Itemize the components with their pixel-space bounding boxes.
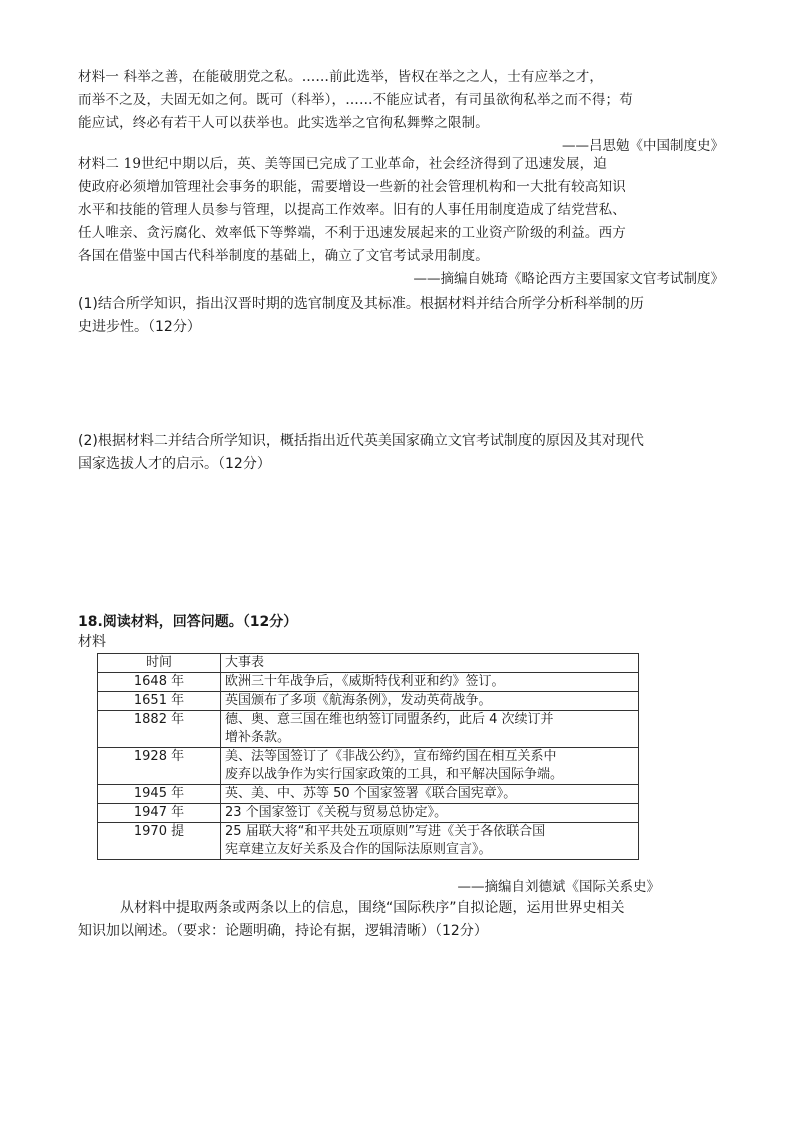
table-row xyxy=(98,804,639,823)
event-year: 1648 年 xyxy=(98,673,221,692)
question1-line: 史进步性。（12分） xyxy=(78,319,201,335)
event-line: 德、奥、意三国在维也纳签订同盟条约，此后 4 次续订并 xyxy=(225,712,554,727)
material-label: 材料 xyxy=(78,634,106,650)
event-description xyxy=(221,673,639,692)
material2-line: 任人唯亲、贪污腐化、效率低下等弊端，不利于迅速发展起来的工业资产阶级的利益。西方 xyxy=(78,225,626,241)
event-line: 废弃以战争作为实行国家政策的工具，和平解决国际争端。 xyxy=(225,767,564,782)
table-row xyxy=(98,692,639,711)
event-description xyxy=(221,804,639,823)
event-description xyxy=(221,748,639,785)
table-header-events: 大事表 xyxy=(221,654,639,673)
question2-line: (2)根据材料二并结合所学知识，概括指出近代英美国家确立文官考试制度的原因及其对现代 xyxy=(78,433,644,449)
event-year: 1882 年 xyxy=(98,711,221,748)
table-row xyxy=(98,748,639,785)
material2-source: ——摘编自姚琦《略论西方主要国家文官考试制度》 xyxy=(413,271,724,287)
material1-source: ——吕思勉《中国制度史》 xyxy=(562,138,724,154)
event-description xyxy=(221,823,639,860)
table-row xyxy=(98,785,639,804)
table-row xyxy=(98,673,639,692)
event-description xyxy=(221,785,639,804)
question1-line: (1)结合所学知识，指出汉晋时期的选官制度及其标准。根据材料并结合所学分析科举制的历 xyxy=(78,296,644,312)
question18-source: ——摘编自刘德斌《国际关系史》 xyxy=(457,879,660,895)
question18-prompt-line: 知识加以阐述。（要求：论题明确，持论有据，逻辑清晰）（12分） xyxy=(78,923,488,939)
material2-line: 使政府必须增加管理社会事务的职能，需要增设一些新的社会管理机构和一大批有较高知识 xyxy=(78,179,626,195)
table-row xyxy=(98,711,639,748)
question2-line: 国家选拔人才的启示。（12分） xyxy=(78,456,271,472)
question18-prompt-line: 从材料中提取两条或两条以上的信息，围绕“国际秩序”自拟论题，运用世界史相关 xyxy=(120,900,625,916)
event-line: 宪章建立友好关系及合作的国际法原则宣言》。 xyxy=(225,842,492,857)
events-table xyxy=(97,653,639,860)
event-line: 23 个国家签订《关税与贸易总协定》。 xyxy=(225,805,448,820)
material1-line: 材料一 科举之善，在能破朋党之私。……前此选举，皆权在举之之人，士有应举之才， xyxy=(78,69,604,85)
table-header-row xyxy=(98,654,639,673)
material1-line: 能应试，终必有若干人可以获举也。此实选举之官徇私舞弊之限制。 xyxy=(78,115,489,131)
event-year: 1651 年 xyxy=(98,692,221,711)
event-year: 1928 年 xyxy=(98,748,221,785)
material2-line: 各国在借鉴中国古代科举制度的基础上，确立了文官考试录用制度。 xyxy=(78,248,489,264)
event-year: 1947 年 xyxy=(98,804,221,823)
material1-line: 而举不之及，夫固无如之何。既可（科举），……不能应试者，有司虽欲徇私举之而不得；苟 xyxy=(78,92,633,108)
event-line: 25 届联大将“和平共处五项原则”写进《关于各依联合国 xyxy=(225,824,546,839)
event-line: 英国颁布了多项《航海条例》，发动英荷战争。 xyxy=(225,693,492,708)
event-description xyxy=(221,692,639,711)
event-line: 英、美、中、苏等 50 个国家签署《联合国宪章》。 xyxy=(225,786,517,801)
event-line: 美、法等国签订了《非战公约》，宣布缔约国在相互关系中 xyxy=(225,749,557,764)
table-header-time: 时间 xyxy=(98,654,221,673)
question18-title: 18.阅读材料，回答问题。（12分） xyxy=(78,614,298,630)
material2-line: 材料二 19世纪中期以后，英、美等国已完成了工业革命，社会经济得到了迅速发展，迫 xyxy=(78,156,607,172)
event-year: 1945 年 xyxy=(98,785,221,804)
event-line: 欧洲三十年战争后，《威斯特伐利亚和约》签订。 xyxy=(225,674,505,689)
event-year: 1970 提 xyxy=(98,823,221,860)
table-row xyxy=(98,823,639,860)
event-description xyxy=(221,711,639,748)
event-line: 增补条款。 xyxy=(225,730,291,745)
material2-line: 水平和技能的管理人员参与管理，以提高工作效率。旧有的人事任用制度造成了结党营私、 xyxy=(78,202,626,218)
